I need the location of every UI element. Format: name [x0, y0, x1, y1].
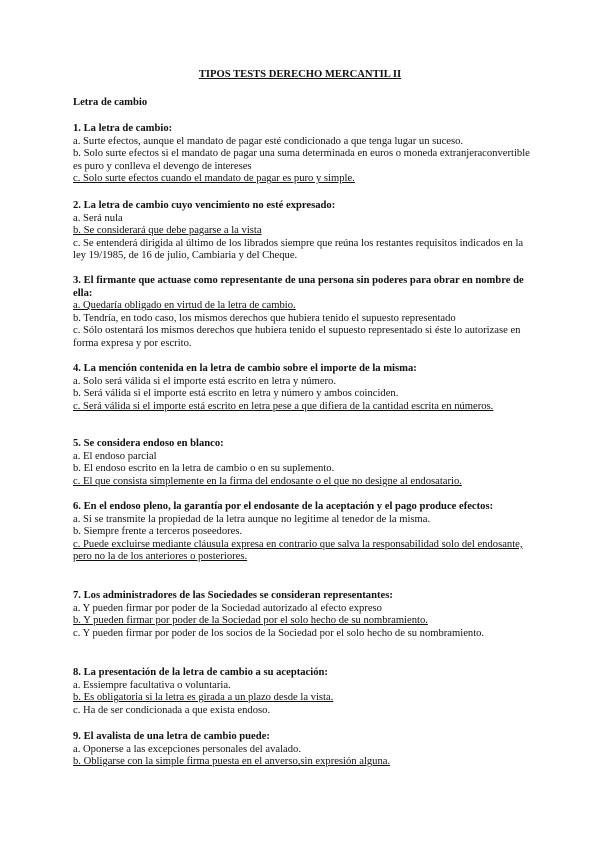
question-block — [73, 438, 533, 488]
answer-option-correct: b. Y pueden firmar por poder de la Sociedad por el solo hecho de su nombramiento. — [73, 615, 428, 627]
answer-option: a. Essiempre facultativa o voluntaria. — [73, 679, 231, 691]
question-text: 7. Los administradores de las Sociedades se consideran representantes: — [73, 590, 393, 601]
question-text: 6. En el endoso pleno, la garantía por el endosante de la aceptación y el pago produce efectos: — [73, 501, 494, 512]
answer-option: a. El endoso parcial — [73, 450, 157, 462]
question-block — [73, 501, 533, 564]
answer-option: b. Siempre frente a terceros poseedores. — [73, 526, 243, 538]
answer-option-correct: c. El que consista simplemente en la firma del endosante o el que no designe al endosatario. — [73, 475, 462, 487]
question-text: 5. Se considera endoso en blanco: — [73, 438, 224, 449]
answer-option-correct: b. Es obligatoria si la letra es girada a un plazo desde la vista. — [73, 692, 334, 704]
question-text: 4. La mención contenida en la letra de cambio sobre el importe de la misma: — [73, 363, 417, 374]
question-text: 3. El firmante que actuase como representante de una persona sin poderes para obrar en nombre de ella: — [73, 275, 524, 299]
answer-option: a. Solo será válida si el importe está escrito en letra y número. — [73, 375, 336, 387]
answer-option-correct: c. Solo surte efectos cuando el mandato de pagar es puro y simple. — [73, 173, 355, 185]
question-block — [73, 590, 533, 640]
answer-option: a. Y pueden firmar por poder de la Sociedad autorizado al efecto expreso — [73, 602, 382, 614]
section-heading: Letra de cambio — [73, 97, 148, 108]
answer-option-correct: b. Se considerará que debe pagarse a la vista — [73, 225, 262, 237]
answer-option-correct: b. Obligarse con la simple firma puesta en el anverso,sin expresión alguna. — [73, 756, 391, 768]
answer-option: a. Si se transmite la propiedad de la letra aunque no legitime al tenedor de la misma. — [73, 513, 431, 525]
question-block — [73, 363, 533, 413]
answer-option: b. Solo surte efectos si el mandato de pagar una suma determinada en euros o moneda extranjeraconvertible es puro y conlleva el devengo de intereses — [73, 148, 530, 172]
answer-option: c. Se entenderá dirigida al último de los librados siempre que reúna los restantes requisitos indicados en la ley 19/1985, de 16 de julio, Cambiaria y del Cheque. — [73, 237, 524, 262]
answer-option-correct: a. Quedaría obligado en virtud de la letra de cambio. — [73, 300, 296, 312]
question-block — [73, 275, 533, 351]
question-block — [73, 667, 533, 717]
answer-option: b. Tendría, en todo caso, los mismos derechos que hubiera tenido el supuesto representado — [73, 312, 456, 324]
question-block — [73, 200, 533, 263]
answer-option: c. Ha de ser condicionada a que exista endoso. — [73, 704, 271, 716]
document-title: TIPOS TESTS DERECHO MERCANTIL II — [198, 69, 402, 80]
answer-option: a. Oponerse a las excepciones personales del avalado. — [73, 743, 301, 755]
question-text: 1. La letra de cambio: — [73, 123, 173, 134]
answer-option: b. Será válida si el importe está escrito en letra y número y ambos coinciden. — [73, 388, 399, 400]
answer-option: a. Surte efectos, aunque el mandato de pagar esté condicionado a que tenga lugar un suceso. — [73, 135, 464, 147]
question-text: 8. La presentación de la letra de cambio a su aceptación: — [73, 667, 328, 678]
question-text: 2. La letra de cambio cuyo vencimiento no esté expresado: — [73, 200, 336, 211]
answer-option: c. Y pueden firmar por poder de los socios de la Sociedad por el solo hecho de su nombramiento. — [73, 627, 485, 639]
answer-option: b. El endoso escrito en la letra de cambio o en su suplemento. — [73, 463, 335, 475]
question-block — [73, 731, 533, 769]
answer-option: a. Será nula — [73, 212, 123, 224]
answer-option-correct: c. Será válida si el importe está escrito en letra pese a que difiera de la cantidad escrita en números. — [73, 400, 494, 412]
question-text: 9. El avalista de una letra de cambio puede: — [73, 731, 270, 742]
answer-option-correct: c. Puede excluirse mediante cláusula expresa en contrario que salva la responsabilidad solo del endosante, pero no la de los anteriores o posteriores. — [73, 538, 523, 563]
question-block — [73, 123, 533, 186]
answer-option: c. Sólo ostentará los mismos derechos que hubiera tenido el supuesto representado si éste lo autorizase en forma expresa y por escrito. — [73, 325, 521, 349]
